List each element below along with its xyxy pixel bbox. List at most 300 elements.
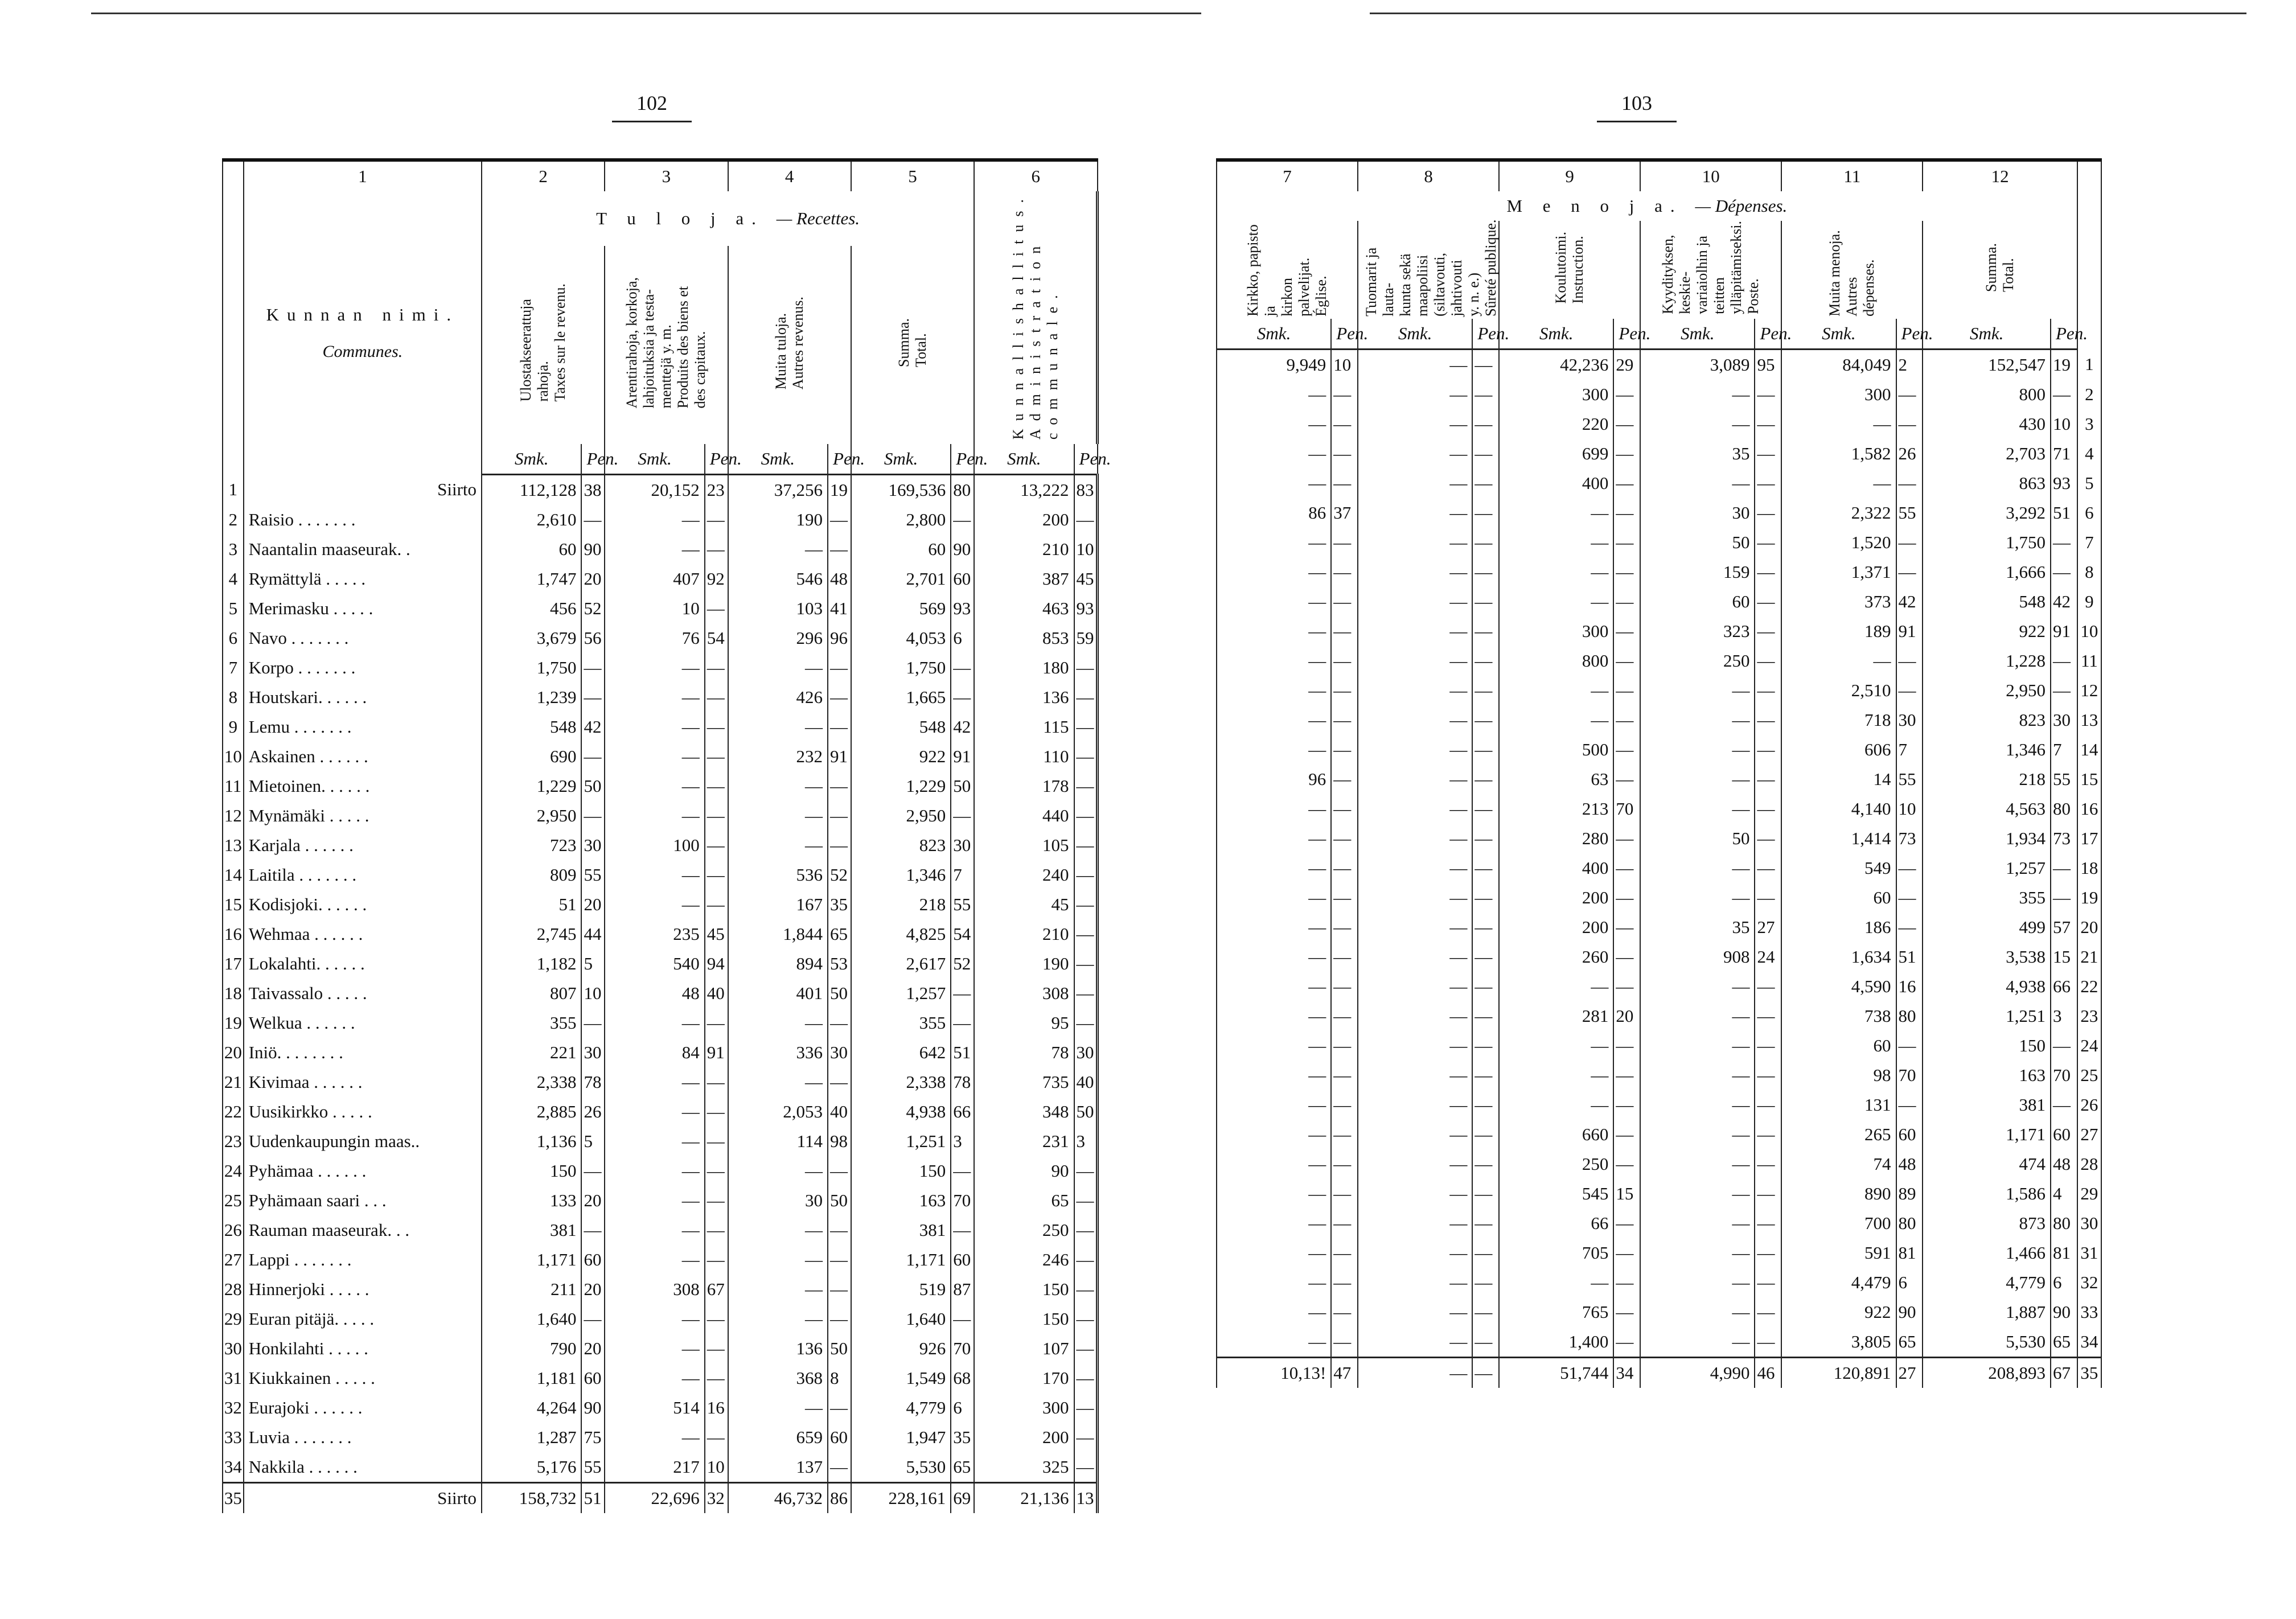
value-markka: — (605, 1097, 704, 1127)
value-markka: 545 (1499, 1179, 1613, 1209)
value-pennia: — (1613, 380, 1640, 409)
value-pennia: — (581, 505, 605, 535)
value-markka: 74 (1781, 1149, 1896, 1179)
value-markka: 853 (974, 623, 1074, 653)
value-pennia: — (705, 742, 728, 771)
value-markka: 150 (974, 1275, 1074, 1304)
church-header (1217, 221, 1358, 319)
value-markka: 548 (851, 712, 951, 742)
column-headers-row (1217, 221, 2101, 319)
value-markka: 50 (1640, 824, 1755, 853)
value-markka: — (1217, 942, 1331, 972)
value-markka: 250 (1499, 1149, 1613, 1179)
value-markka: 355 (1923, 883, 2051, 913)
value-pennia: 6 (951, 623, 974, 653)
value-markka: 220 (1499, 409, 1613, 439)
value-markka: 718 (1781, 705, 1896, 735)
value-pennia: — (1472, 646, 1499, 676)
row-number: 15 (223, 890, 244, 919)
value-markka: 136 (728, 1334, 828, 1363)
value-pennia: — (1472, 1001, 1499, 1031)
value-markka: 548 (482, 712, 581, 742)
value-markka: — (1358, 1061, 1472, 1090)
value-markka: 2,703 (1923, 439, 2051, 469)
value-markka: 84,049 (1781, 349, 1896, 380)
value-pennia: 2 (1896, 349, 1923, 380)
value-pennia: — (705, 1304, 728, 1334)
value-markka: 163 (1923, 1061, 2051, 1090)
value-markka: 1,934 (1923, 824, 2051, 853)
value-markka: — (605, 1423, 704, 1452)
value-markka: — (605, 1067, 704, 1097)
value-pennia: — (1331, 380, 1358, 409)
value-pennia: 16 (705, 1393, 728, 1423)
table-row (223, 1393, 1098, 1423)
value-markka: — (1217, 409, 1331, 439)
value-markka: 280 (1499, 824, 1613, 853)
value-pennia: — (951, 1215, 974, 1245)
value-pennia: 3 (1074, 1127, 1098, 1156)
value-pennia: — (1613, 824, 1640, 853)
value-markka: 500 (1499, 735, 1613, 765)
value-pennia: 8 (828, 1363, 851, 1393)
value-markka: 308 (605, 1275, 704, 1304)
value-markka: — (605, 683, 704, 712)
value-markka: 2,701 (851, 564, 951, 594)
value-pennia: — (1613, 972, 1640, 1001)
value-pennia: — (1472, 528, 1499, 557)
value-markka: 606 (1781, 735, 1896, 765)
row-number: 25 (2077, 1061, 2101, 1090)
value-pennia: 4 (2051, 1179, 2077, 1209)
value-pennia: 50 (1074, 1097, 1098, 1127)
value-markka: 1,665 (851, 683, 951, 712)
row-number: 7 (2077, 528, 2101, 557)
value-pennia: — (705, 1008, 728, 1038)
value-markka: — (1358, 587, 1472, 617)
value-pennia: 55 (2051, 765, 2077, 794)
table-row (1217, 1090, 2101, 1120)
value-pennia: 42 (2051, 587, 2077, 617)
value-markka: 1,640 (851, 1304, 951, 1334)
value-pennia: — (828, 535, 851, 564)
value-pennia: 90 (581, 535, 605, 564)
value-markka: 381 (1923, 1090, 2051, 1120)
value-markka: 823 (851, 831, 951, 860)
value-markka: — (605, 1215, 704, 1245)
value-pennia: — (1896, 913, 1923, 942)
value-pennia: 44 (581, 919, 605, 949)
commune-name: Eurajoki . . . . . . (244, 1393, 482, 1423)
value-markka: 300 (1781, 380, 1896, 409)
commune-name: Siirto (244, 475, 482, 506)
value-pennia: — (1472, 853, 1499, 883)
value-markka: 115 (974, 712, 1074, 742)
value-markka: 9,949 (1217, 349, 1331, 380)
table-row (223, 475, 1098, 506)
table-row (223, 1275, 1098, 1304)
value-markka: 336 (728, 1038, 828, 1067)
table-row (1217, 1120, 2101, 1149)
value-pennia: — (705, 1097, 728, 1127)
value-pennia: — (1613, 765, 1640, 794)
value-markka: 2,885 (482, 1097, 581, 1127)
row-number: 24 (223, 1156, 244, 1186)
commune-name: Rymättylä . . . . . (244, 564, 482, 594)
commune-name: Merimasku . . . . . (244, 594, 482, 623)
value-markka: — (1499, 972, 1613, 1001)
value-pennia: — (1755, 824, 1781, 853)
commune-name: Laitila . . . . . . . (244, 860, 482, 890)
value-markka: 63 (1499, 765, 1613, 794)
value-markka: 4,053 (851, 623, 951, 653)
value-markka: 1,666 (1923, 557, 2051, 587)
value-pennia: — (705, 1156, 728, 1186)
value-pennia: 51 (2051, 498, 2077, 528)
value-markka: — (728, 535, 828, 564)
value-markka: 790 (482, 1334, 581, 1363)
value-markka: — (1217, 705, 1331, 735)
value-markka: — (1217, 1268, 1331, 1297)
value-pennia: — (1331, 1179, 1358, 1209)
value-markka: 591 (1781, 1238, 1896, 1268)
table-row (223, 1245, 1098, 1275)
value-pennia: — (1896, 380, 1923, 409)
value-pennia: — (828, 1067, 851, 1097)
value-pennia: — (1331, 617, 1358, 646)
value-markka: 735 (974, 1067, 1074, 1097)
value-pennia: — (1331, 1090, 1358, 1120)
value-markka: — (1217, 735, 1331, 765)
commune-name: Lappi . . . . . . . (244, 1245, 482, 1275)
value-pennia: — (1472, 617, 1499, 646)
header-text: Summa. Total. (1983, 243, 2017, 292)
table-row (223, 683, 1098, 712)
value-markka: 51 (482, 890, 581, 919)
value-pennia: 7 (1896, 735, 1923, 765)
unit-p: Pen. (1896, 319, 1923, 350)
value-pennia: 10 (581, 979, 605, 1008)
value-markka: 381 (482, 1215, 581, 1245)
value-markka: 2,322 (1781, 498, 1896, 528)
value-markka: 548 (1923, 587, 2051, 617)
value-pennia: — (1331, 913, 1358, 942)
value-markka: 90 (974, 1156, 1074, 1186)
value-markka: 4,563 (1923, 794, 2051, 824)
value-markka: — (1640, 705, 1755, 735)
row-number: 14 (2077, 735, 2101, 765)
value-markka: — (1358, 942, 1472, 972)
value-markka: 723 (482, 831, 581, 860)
value-pennia: — (1074, 683, 1098, 712)
value-markka: 221 (482, 1038, 581, 1067)
value-pennia: 6 (1896, 1268, 1923, 1297)
value-markka: — (1358, 735, 1472, 765)
commune-name: Pyhämaan saari . . . (244, 1186, 482, 1215)
value-pennia: — (1896, 1031, 1923, 1061)
value-pennia: — (1755, 1031, 1781, 1061)
value-pennia: — (1331, 942, 1358, 972)
value-markka: 250 (1640, 646, 1755, 676)
row-number: 2 (223, 505, 244, 535)
value-pennia: 20 (581, 564, 605, 594)
value-pennia: 41 (828, 594, 851, 623)
top-rule (91, 13, 1201, 14)
unit-mk: Smk. (1217, 319, 1331, 350)
table-row (1217, 676, 2101, 705)
row-number: 13 (2077, 705, 2101, 735)
value-markka: — (1781, 469, 1896, 498)
table-row (1217, 913, 2101, 942)
value-pennia: 23 (705, 475, 728, 506)
value-markka: 1,520 (1781, 528, 1896, 557)
value-markka: 150 (482, 1156, 581, 1186)
group-title-row (223, 191, 1098, 246)
commune-name: Iniö. . . . . . . . (244, 1038, 482, 1067)
value-markka: 231 (974, 1127, 1074, 1156)
value-pennia: — (705, 1186, 728, 1215)
value-markka: 922 (1923, 617, 2051, 646)
value-pennia: 20 (581, 890, 605, 919)
value-markka: 1,228 (1923, 646, 2051, 676)
row-number: 11 (223, 771, 244, 801)
value-pennia: — (1613, 1090, 1640, 1120)
value-pennia: 38 (581, 475, 605, 506)
value-markka: 14 (1781, 765, 1896, 794)
value-pennia: — (1472, 1238, 1499, 1268)
commune-name: Kiukkainen . . . . . (244, 1363, 482, 1393)
colnum: 9 (1499, 160, 1640, 191)
value-markka: — (605, 742, 704, 771)
value-pennia: — (1613, 942, 1640, 972)
value-pennia: 65 (2051, 1327, 2077, 1358)
recettes-group-title (482, 191, 974, 246)
row-number: 7 (223, 653, 244, 683)
commune-name: Raisio . . . . . . . (244, 505, 482, 535)
value-markka: 5,176 (482, 1452, 581, 1483)
row-number: 27 (223, 1245, 244, 1275)
value-markka: 60 (1640, 587, 1755, 617)
value-pennia: — (1613, 1120, 1640, 1149)
value-pennia: — (1074, 1245, 1098, 1275)
value-markka: — (1640, 409, 1755, 439)
value-markka: 159 (1640, 557, 1755, 587)
colnum: 8 (1358, 160, 1499, 191)
commune-name: Wehmaa . . . . . . (244, 919, 482, 949)
value-markka: 65 (974, 1186, 1074, 1215)
commune-name: Uudenkaupungin maas.. (244, 1127, 482, 1156)
value-pennia: — (828, 1304, 851, 1334)
value-markka: 1,229 (851, 771, 951, 801)
value-markka: 170 (974, 1363, 1074, 1393)
value-pennia: 67 (2051, 1357, 2077, 1388)
value-pennia: 55 (1896, 765, 1923, 794)
table-row (1217, 735, 2101, 765)
value-pennia: 90 (2051, 1297, 2077, 1327)
value-pennia: 78 (951, 1067, 974, 1097)
value-pennia: 15 (2051, 942, 2077, 972)
table-row (223, 1215, 1098, 1245)
value-pennia: 30 (581, 831, 605, 860)
value-markka: — (1217, 913, 1331, 942)
value-pennia: — (1331, 735, 1358, 765)
value-markka: 246 (974, 1245, 1074, 1275)
value-pennia: 26 (1896, 439, 1923, 469)
value-pennia: — (1331, 765, 1358, 794)
unit-p: Pen. (1472, 319, 1499, 350)
value-pennia: 55 (581, 860, 605, 890)
value-pennia: — (1896, 557, 1923, 587)
value-markka: 98 (1781, 1061, 1896, 1090)
commune-name: Houtskari. . . . . . (244, 683, 482, 712)
value-pennia: — (1472, 557, 1499, 587)
row-number: 4 (223, 564, 244, 594)
value-pennia: — (1472, 469, 1499, 498)
value-markka: 136 (974, 683, 1074, 712)
value-pennia: 80 (2051, 794, 2077, 824)
value-markka: 474 (1923, 1149, 2051, 1179)
commune-name: Rauman maaseurak. . . (244, 1215, 482, 1245)
value-markka: 120,891 (1781, 1357, 1896, 1388)
value-markka: 308 (974, 979, 1074, 1008)
row-number: 24 (2077, 1031, 2101, 1061)
capital-header (605, 246, 728, 444)
value-markka: 60 (482, 535, 581, 564)
value-pennia: — (1074, 949, 1098, 979)
value-pennia: 50 (951, 771, 974, 801)
row-number: 1 (2077, 349, 2101, 380)
commune-name: Askainen . . . . . . (244, 742, 482, 771)
value-markka: — (728, 1275, 828, 1304)
value-markka: 10,13! (1217, 1357, 1331, 1388)
value-markka: 1,640 (482, 1304, 581, 1334)
value-markka: 218 (851, 890, 951, 919)
value-markka: — (1358, 676, 1472, 705)
value-markka: 4,938 (1923, 972, 2051, 1001)
value-pennia: 90 (581, 1393, 605, 1423)
value-pennia: — (581, 1304, 605, 1334)
value-pennia: — (1074, 1156, 1098, 1186)
value-markka: 105 (974, 831, 1074, 860)
table-row (223, 712, 1098, 742)
value-markka: 426 (728, 683, 828, 712)
value-markka: 1,171 (482, 1245, 581, 1275)
row-number: 26 (223, 1215, 244, 1245)
value-markka: 2,338 (851, 1067, 951, 1097)
value-markka: 1,634 (1781, 942, 1896, 972)
value-pennia: 6 (951, 1393, 974, 1423)
value-markka: 809 (482, 860, 581, 890)
value-pennia: — (1074, 712, 1098, 742)
value-pennia: — (1613, 469, 1640, 498)
row-number: 11 (2077, 646, 2101, 676)
row-number: 33 (2077, 1297, 2101, 1327)
admin-header (974, 191, 1097, 444)
value-pennia: — (1074, 1186, 1098, 1215)
value-pennia: — (1472, 1090, 1499, 1120)
value-markka: — (1640, 1090, 1755, 1120)
table-row (223, 594, 1098, 623)
value-markka: — (1358, 765, 1472, 794)
value-markka: 1,586 (1923, 1179, 2051, 1209)
value-pennia: — (1472, 380, 1499, 409)
value-markka: — (1217, 1238, 1331, 1268)
row-number: 9 (223, 712, 244, 742)
value-markka: 765 (1499, 1297, 1613, 1327)
value-pennia: — (705, 771, 728, 801)
value-markka: 20,152 (605, 475, 704, 506)
value-markka: 5,530 (1923, 1327, 2051, 1358)
value-pennia: — (1755, 1268, 1781, 1297)
depenses-group-title (1217, 191, 2077, 221)
value-pennia: — (1613, 439, 1640, 469)
value-pennia: 86 (828, 1483, 851, 1514)
header-text: Muita menoja. Autres dépenses. (1826, 230, 1878, 317)
value-pennia: 48 (1896, 1149, 1923, 1179)
value-pennia: — (1074, 860, 1098, 890)
commune-name: Uusikirkko . . . . . (244, 1097, 482, 1127)
value-pennia: — (2051, 1031, 2077, 1061)
value-pennia: — (1472, 1209, 1499, 1238)
table-row (223, 771, 1098, 801)
value-pennia: — (1896, 528, 1923, 557)
page-number-underline (1597, 121, 1677, 122)
value-markka: — (605, 890, 704, 919)
value-pennia: — (951, 979, 974, 1008)
value-markka: 169,536 (851, 475, 951, 506)
value-pennia: — (1472, 409, 1499, 439)
value-pennia: — (951, 653, 974, 683)
value-markka: — (1217, 380, 1331, 409)
value-pennia: — (2051, 883, 2077, 913)
value-pennia: — (1613, 1297, 1640, 1327)
value-markka: 300 (1499, 617, 1613, 646)
value-markka: 13,222 (974, 475, 1074, 506)
value-markka: — (1499, 557, 1613, 587)
table-row (1217, 883, 2101, 913)
unit-p: Pen. (1613, 319, 1640, 350)
value-pennia: 94 (705, 949, 728, 979)
value-pennia: 30 (581, 1038, 605, 1067)
value-pennia: 20 (581, 1275, 605, 1304)
value-markka: — (1358, 794, 1472, 824)
table-row (223, 742, 1098, 771)
value-markka: 700 (1781, 1209, 1896, 1238)
unit-mk: Smk. (728, 444, 828, 475)
value-markka: — (1499, 528, 1613, 557)
value-markka: 10 (605, 594, 704, 623)
value-pennia: — (1755, 1238, 1781, 1268)
value-markka: — (605, 1245, 704, 1275)
value-pennia: 7 (951, 860, 974, 890)
colnum: 2 (482, 160, 605, 191)
value-markka: 3,679 (482, 623, 581, 653)
value-markka: 260 (1499, 942, 1613, 972)
value-pennia: 10 (1074, 535, 1098, 564)
value-markka: — (1358, 1357, 1472, 1388)
value-markka: 699 (1499, 439, 1613, 469)
row-number: 12 (223, 801, 244, 831)
value-pennia: — (1472, 824, 1499, 853)
commune-header-fr: Communes. (322, 342, 403, 361)
value-pennia: 52 (951, 949, 974, 979)
value-pennia: 16 (1896, 972, 1923, 1001)
value-markka: 218 (1923, 765, 2051, 794)
value-markka: 208,893 (1923, 1357, 2051, 1388)
row-number: 15 (2077, 765, 2101, 794)
row-number: 21 (223, 1067, 244, 1097)
value-markka: 705 (1499, 1238, 1613, 1268)
